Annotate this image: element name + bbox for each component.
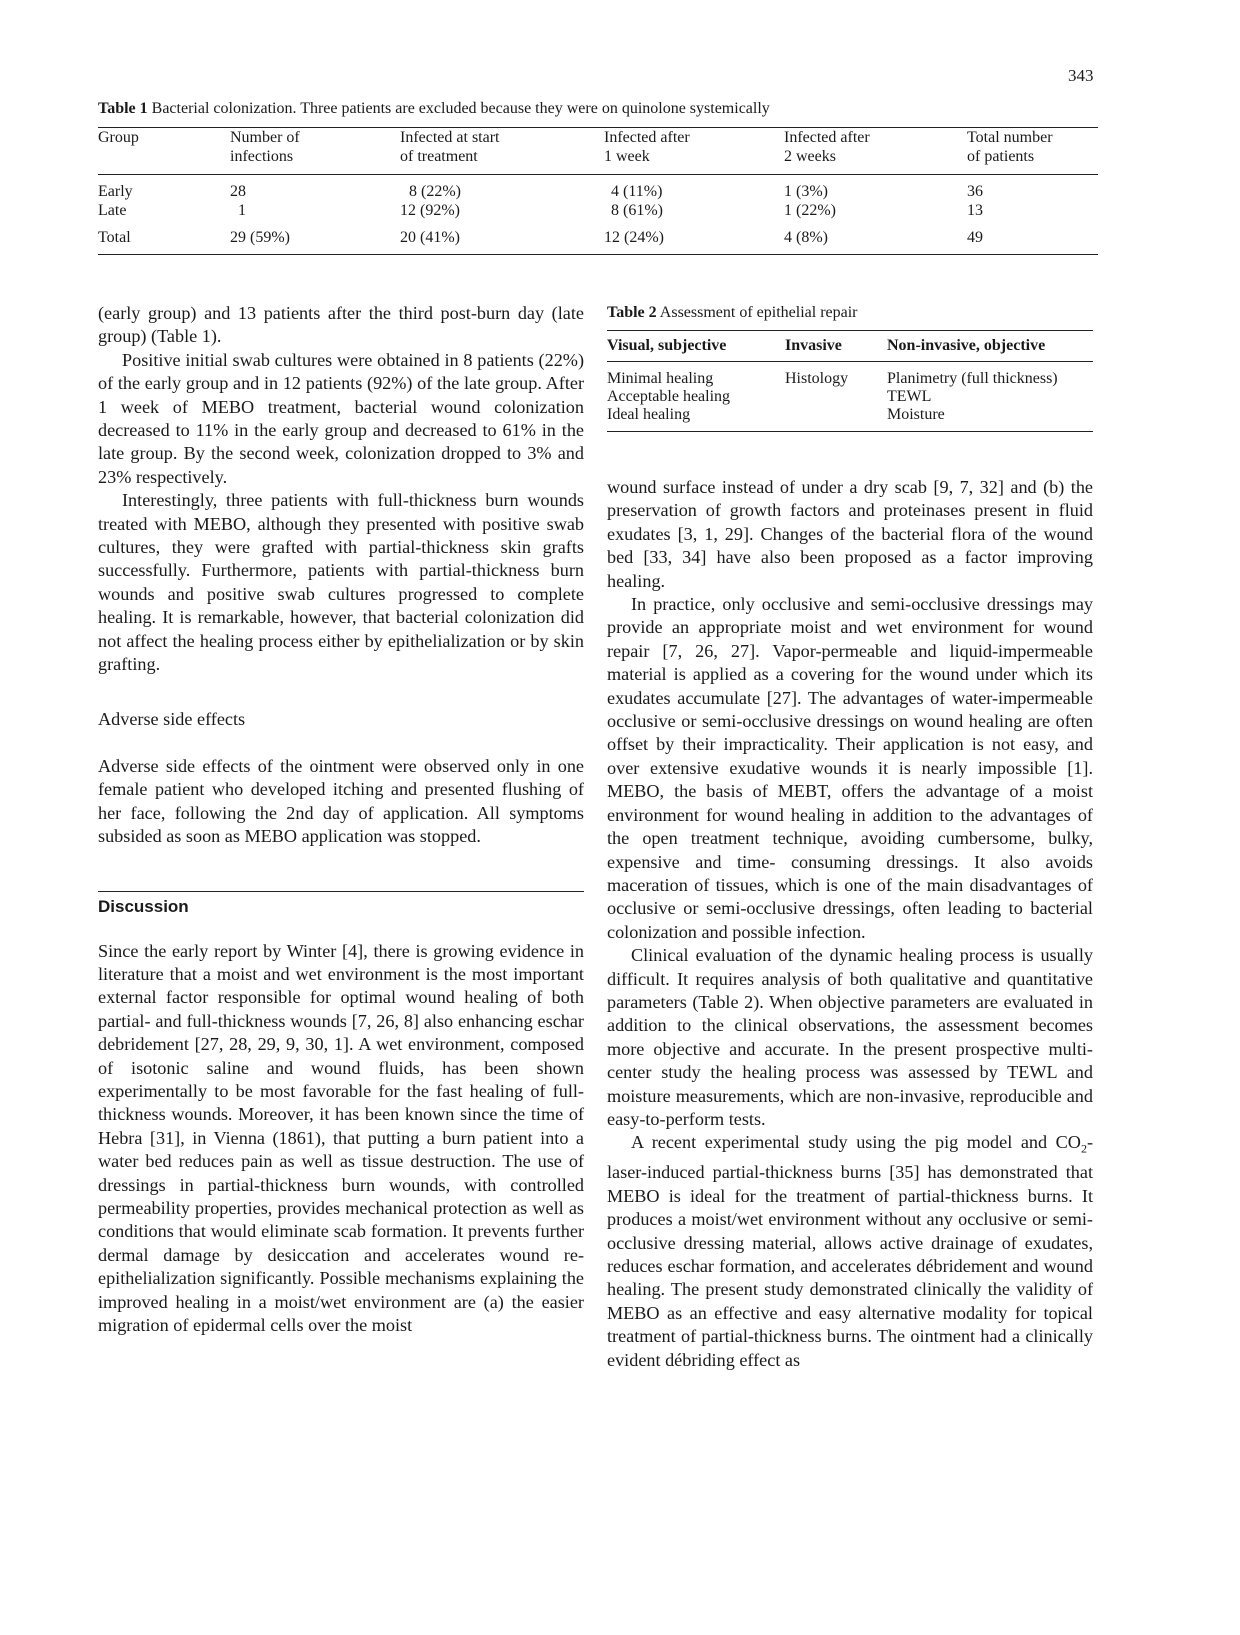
table1-total-row [98, 228, 1098, 254]
table1-header-cell: Group [98, 129, 139, 146]
table2-header-row [607, 331, 1093, 362]
table2 [607, 330, 1093, 432]
paragraph: Clinical evaluation of the dynamic healing process is usually difficult. It requires analysis of both qualitative and quantitative parameters (Table 2). When objective parameters are evaluated in addition to the clinical observations, the assessment becomes more objective and accurate. In the present prospective multi-center study the healing process was assessed by TEWL and moisture measurements, which are non-invasive, reproducible and easy-to-perform tests. [607, 945, 1093, 1129]
table1-cell: 13 [967, 202, 983, 219]
paragraph: wound surface instead of under a dry scab [9, 7, 32] and (b) the preservation of growth factors and proteinases present in fluid exudates [3, 1, 29]. Changes of the bacterial flora of the wound bed [33, 34] have also been proposed as a factor improving healing. [607, 477, 1093, 591]
table-row [98, 182, 1098, 201]
table1-cell: 4 (8%) [784, 229, 828, 246]
table-row [98, 201, 1098, 220]
paragraph: (early group) and 13 patients after the third post-burn day (late group) (Table 1). [98, 303, 584, 347]
table1-cell: 12 (92%) [400, 202, 460, 219]
table1-cell: 1 (3%) [784, 183, 828, 200]
table2-cell: Minimal healing Acceptable healing Ideal healing [607, 370, 731, 423]
table1-cell: 8 (22%) [409, 183, 461, 200]
paragraph: A recent experimental study using the pig model and $CO_2-laser$-induced partial-thickness burns [35] has demonstrated that MEBO is ideal for the treatment of partial-thickness burns. It produces a moist/wet environment without any occlusive or semi-occlusive dressing material, allows active drainage of exudates, reduces eschar formation, and accelerates débridement and wound healing. The present study demonstrated clinically the validity of MEBO as an effective and easy alternative modality for topical treatment of partial-thickness burns. The ointment had a clinically evident débriding effect as [607, 1132, 1093, 1370]
table2-cell: Planimetry (full thickness) TEWL Moisture [887, 370, 1058, 423]
table1-header-cell: Total number of patients [967, 129, 1053, 165]
section-heading-adverse-effects: Adverse side effects [98, 708, 246, 729]
table1-cell: 1 (22%) [784, 202, 836, 219]
table1-caption-text: Bacterial colonization. Three patients are excluded because they were on quinolone systemically [151, 100, 770, 117]
table1-cell: 49 [967, 229, 983, 246]
paragraph: Interestingly, three patients with full-thickness burn wounds treated with MEBO, although they presented with positive swab cultures, they were grafted with partial-thickness skin grafts successfully. Furthermore, patients with partial-thickness burn wounds and positive swab cultures progressed to complete healing. It is remarkable, however, that bacterial colonization did not affect the healing process either by epithelialization or by skin grafting. [98, 490, 584, 675]
paragraph: Since the early report by Winter [4], there is growing evidence in literature that a moist and wet environment is the most important external factor responsible for optimal wound healing of both partial- and full-thickness wounds [7, 26, 8] also enhancing eschar debridement [27, 28, 29, 9, 30, 1]. A wet environment, composed of isotonic saline and wound fluids, has been shown experimentally to be most favorable for the fast healing of full-thickness wounds. Moreover, it has been known since the time of Hebra [31], in Vienna (1861), that putting a burn patient into a water bed reduces pain as well as tissue destruction. The use of dressings in partial-thickness burn wounds, with controlled permeability properties, provides mechanical protection as well as conditions that would eliminate scab formation. It prevents further dermal damage by desiccation and accelerates wound re-epithelialization significantly. Possible mechanisms explaining the improved healing in a moist/wet environment are (a) the easier migration of epidermal cells over the moist [98, 940, 584, 1336]
table2-caption [607, 304, 1093, 322]
table1-cell: 4 (11%) [611, 183, 663, 200]
table1-cell: 8 (61%) [611, 202, 663, 219]
table2-header-cell: Visual, subjective [607, 337, 727, 354]
table1-cell: 1 [238, 202, 246, 219]
table1-label: Table 1 [98, 100, 148, 117]
table1-cell: 20 (41%) [400, 229, 460, 246]
page-number: 343 [1068, 66, 1094, 85]
table2-label: Table 2 [607, 304, 657, 321]
table1-cell: 28 [230, 183, 246, 200]
table2-header-cell: Invasive [785, 337, 842, 354]
paragraph: Positive initial swab cultures were obtained in 8 patients (22%) of the early group and in 12 patients (92%) of the late group. After 1 week of MEBO treatment, bacterial wound colonization decreased to 11% in the early group and decreased to 61% in the late group. By the second week, colonization dropped to 3% and 23% respectively. [98, 349, 584, 487]
right-column [607, 476, 1093, 1372]
paragraph: Adverse side effects of the ointment were observed only in one female patient who developed itching and presented flushing of her face, following the 2nd day of application. All symptoms subsided as soon as MEBO application was stopped. [98, 755, 584, 847]
table1-cell: 36 [967, 183, 983, 200]
table1-cell: 12 (24%) [604, 229, 664, 246]
paragraph: In practice, only occlusive and semi-occlusive dressings may provide an appropriate moist and wet environment for wound repair [7, 26, 27]. Vapor-permeable and liquid-impermeable material is applied as a covering for the wound under which its exudates accumulate [27]. The advantages of water-impermeable occlusive or semi-occlusive dressings on wound healing are often offset by their impracticality. Their application is not easy, and over extensive exudative wounds it is nearly impossible [1]. MEBO, the basis of MEBT, offers the advantage of a moist environment for wound healing in addition to the advantages of the open treatment technique, avoiding cumbersome, bulky, expensive and time- consuming dressings. It also avoids maceration of tissues, which is one of the main disadvantages of occlusive or semi-occlusive dressings, often leading to bacterial colonization and possible infection. [607, 594, 1093, 942]
table1-caption [98, 100, 1098, 118]
table1-body [98, 175, 1098, 254]
table1-cell: Total [98, 229, 131, 246]
table1 [98, 127, 1098, 255]
table1-header-cell: Infected after 2 weeks [784, 129, 870, 165]
table1-cell: Early [98, 183, 133, 200]
table1-cell: 29 (59%) [230, 229, 290, 246]
table2-cell: Histology [785, 370, 849, 387]
table1-header-cell: Number of infections [230, 129, 300, 165]
table1-header-cell: Infected at start of treatment [400, 129, 500, 165]
table1-header-row [98, 128, 1098, 175]
left-column [98, 302, 584, 1337]
section-heading-discussion: Discussion [98, 891, 584, 918]
table2-header-cell: Non-invasive, objective [887, 337, 1046, 354]
table2-caption-text: Assessment of epithelial repair [659, 304, 858, 321]
table1-cell: Late [98, 202, 127, 219]
table1-header-cell: Infected after 1 week [604, 129, 690, 165]
